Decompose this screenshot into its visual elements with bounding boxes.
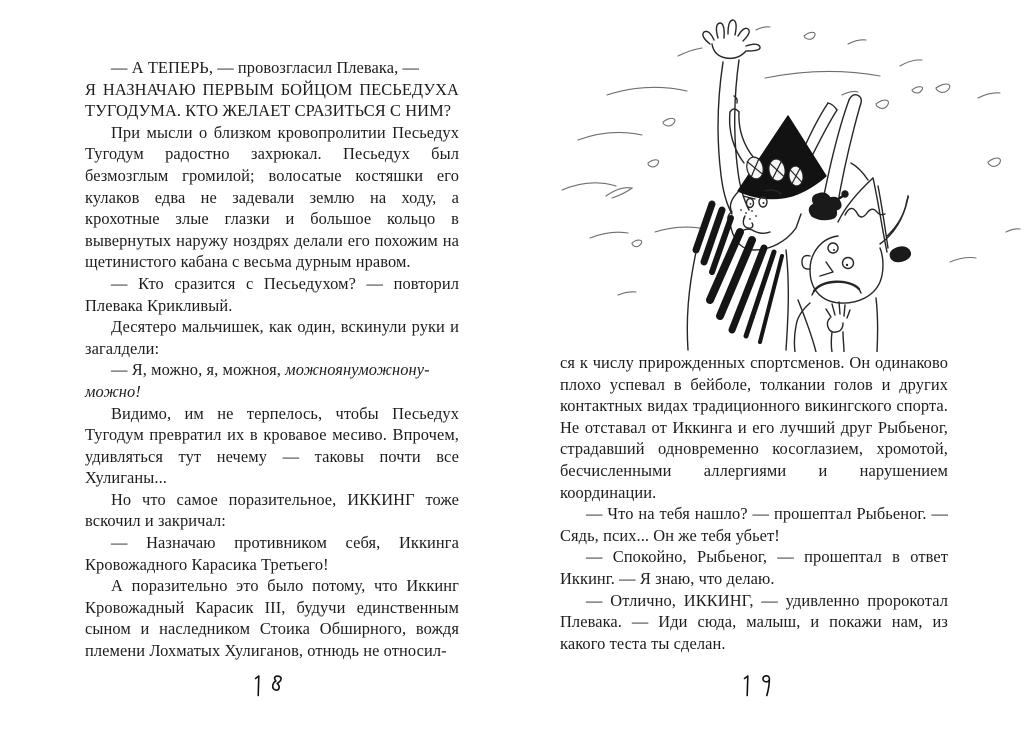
handwritten-digit-1	[742, 674, 756, 698]
handwritten-digit-9	[758, 674, 772, 698]
text-segment: — Что на тебя нашло? — прошептал Рыбьеног. — Сядь, псих... Он же тебя убьет!	[560, 504, 948, 545]
text-segment: При мысли о близком кровопролитии Песьедух Тугодум радостно захрюкал. Песьедух был безмозглым громилой; волосатые костяшки его кулаков едва не задевали землю на ходу, а крохотные злые глазки и большое кольцо в вывернутых наружу ноздрях делали его похожим на щетинистого кабана с весьма дурным нравом.	[85, 122, 459, 272]
text-segment: можно!	[85, 381, 141, 401]
small-raised-hand	[826, 302, 850, 352]
text-segment: можноянуможнону-	[285, 360, 430, 380]
face-right	[802, 236, 883, 303]
handwritten-digit-1	[253, 674, 267, 698]
paragraph	[85, 122, 459, 273]
text-segment: — Назначаю противником себя, Иккинга Кровожадного Карасика Третьего!	[85, 533, 459, 574]
paragraph	[85, 532, 459, 575]
illustration-two-viking-boys	[560, 0, 1024, 352]
helmet-right	[838, 163, 908, 252]
paragraph	[85, 575, 459, 661]
paragraph	[85, 489, 459, 532]
paragraph	[85, 273, 459, 316]
paragraph	[85, 359, 459, 402]
viking-boy-right	[794, 163, 910, 352]
handwritten-digit-8	[269, 674, 283, 698]
page-left-text	[85, 57, 459, 662]
paragraph	[560, 352, 948, 503]
paragraph	[85, 316, 459, 359]
text-segment: — А ТЕПЕРЬ, — провозгласил Плевака, —	[111, 58, 419, 77]
raised-hand	[703, 20, 760, 58]
paragraph	[560, 546, 948, 589]
page-right-text	[560, 352, 948, 654]
paragraph	[560, 503, 948, 546]
text-segment: — Я, можно, я, можноя,	[111, 360, 286, 380]
paragraph	[560, 590, 948, 655]
text-segment: — Отлично, ИККИНГ, — удивленно пророкотал Плевака. — Иди сюда, малыш, и покажи нам, из какого теста ты сделан.	[560, 590, 948, 653]
torso-hatching	[696, 204, 782, 342]
page-number-left	[253, 674, 283, 698]
text-segment: Но что самое поразительное, ИККИНГ тоже вскочил и закричал:	[85, 489, 459, 531]
page-number-right	[742, 674, 772, 698]
text-segment: Я НАЗНАЧАЮ ПЕРВЫМ БОЙЦОМ ПЕСЬЕДУХА ТУГОДУМА. КТО ЖЕЛАЕТ СРАЗИТЬСЯ С НИМ?	[85, 79, 459, 121]
text-segment: — Спокойно, Рыбьеног, — прошептал в ответ Иккинг. — Я знаю, что делаю.	[560, 547, 948, 588]
text-segment: Десятеро мальчишек, как один, вскинули руки и загалдели:	[85, 317, 459, 358]
text-segment: Видимо, им не терпелось, чтобы Песьедух Тугодум превратил их в кровавое месиво. Впрочем, удивляться тут нечему — таковы почти все Хулиганы...	[85, 403, 459, 488]
text-segment: А поразительно это было потому, что Иккинг Кровожадный Карасик III, будучи единственным сыном и наследником Стоика Обширного, вождя племени Лохматых Хулиганов, отнюдь не относил-	[85, 576, 459, 661]
paragraph	[85, 57, 459, 122]
text-segment: — Кто сразится с Песьедухом? — повторил Плевака Крикливый.	[85, 273, 459, 315]
paragraph	[85, 403, 459, 489]
text-segment: ся к числу прирожденных спортсменов. Он одинаково плохо успевал в бейболе, толкании голов и других контактных видах традиционного викингского спорта. Не отставал от Иккинга и его лучший друг Рыбьеног, страдавший одновременно косоглазием, хромотой, бесчисленными аллергиями и нарушением координации.	[560, 353, 948, 502]
